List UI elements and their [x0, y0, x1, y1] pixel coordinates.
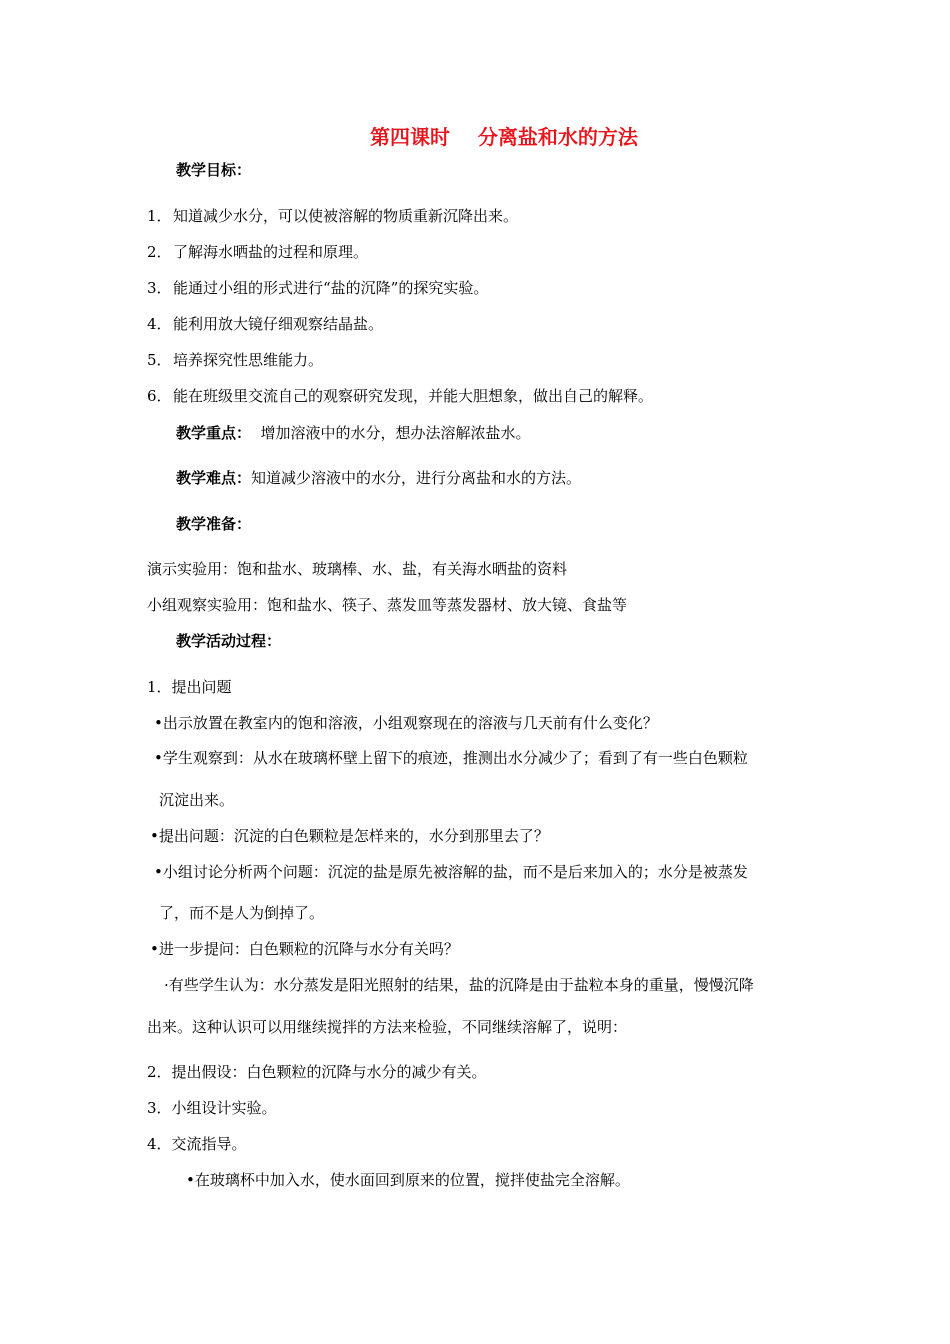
- process-step: 3．小组设计实验。: [147, 1099, 277, 1117]
- objective-text: 知道减少水分，可以使被溶解的物质重新沉降出来。: [173, 207, 519, 225]
- process-note-continuation: 出来。这种认识可以用继续搅拌的方法来检验，不同继续溶解了，说明：: [147, 1018, 628, 1036]
- difficulty-label: 教学难点：: [176, 469, 252, 487]
- objective-number: 1．: [147, 207, 172, 225]
- page-title: 第四课时 分离盐和水的方法: [370, 125, 638, 149]
- process-bullet: •在玻璃杯中加入水，使水面回到原来的位置，搅拌使盐完全溶解。: [186, 1171, 630, 1189]
- objective-text: 能利用放大镜仔细观察结晶盐。: [173, 315, 384, 333]
- process-bullet: •出示放置在教室内的饱和溶液，小组观察现在的溶液与几天前有什么变化？: [154, 714, 658, 732]
- preparation-demo: 演示实验用：饱和盐水、玻璃棒、水、盐，有关海水晒盐的资料: [147, 560, 568, 578]
- process-bullet: •学生观察到：从水在玻璃杯壁上留下的痕迹，推测出水分减少了；看到了有一些白色颗粒: [154, 749, 748, 767]
- key-point: [176, 423, 531, 443]
- objective-number: 6．: [147, 387, 172, 405]
- process-bullet: •提出问题：沉淀的白色颗粒是怎样来的，水分到那里去了？: [150, 827, 549, 845]
- objective-item: [147, 386, 653, 406]
- process-step: 4．交流指导。: [147, 1135, 247, 1153]
- objective-number: 5．: [147, 351, 172, 369]
- objective-number: 3．: [147, 279, 172, 297]
- objective-text: 能在班级里交流自己的观察研究发现，并能大胆想象，做出自己的解释。: [173, 387, 654, 405]
- objective-text: 了解海水晒盐的过程和原理。: [173, 243, 369, 261]
- objective-item: [147, 350, 323, 370]
- objectives-heading: 教学目标：: [176, 161, 252, 179]
- preparation-group: 小组观察实验用：饱和盐水、筷子、蒸发皿等蒸发器材、放大镜、食盐等: [147, 596, 628, 614]
- objective-text: 培养探究性思维能力。: [173, 351, 324, 369]
- objective-item: [147, 242, 368, 262]
- objective-item: [147, 314, 383, 334]
- process-bullet-continuation: 沉淀出来。: [159, 791, 235, 809]
- process-bullet: •小组讨论分析两个问题：沉淀的盐是原先被溶解的盐，而不是后来加入的；水分是被蒸发: [154, 863, 748, 881]
- process-bullet: •进一步提问：白色颗粒的沉降与水分有关吗？: [150, 940, 459, 958]
- objective-number: 2．: [147, 243, 172, 261]
- process-note: ·有些学生认为：水分蒸发是阳光照射的结果，盐的沉降是由于盐粒本身的重量，慢慢沉降: [164, 976, 754, 994]
- key-point-text: 增加溶液中的水分，想办法溶解浓盐水。: [251, 424, 531, 442]
- difficulty: [176, 468, 581, 488]
- process-step: 2．提出假设：白色颗粒的沉降与水分的减少有关。: [147, 1063, 487, 1081]
- preparation-heading: 教学准备：: [176, 515, 252, 533]
- process-step: 1．提出问题: [147, 678, 232, 696]
- objective-item: [147, 206, 518, 226]
- process-heading: 教学活动过程：: [176, 632, 282, 650]
- objective-text: 能通过小组的形式进行“盐的沉降”的探究实验。: [173, 279, 489, 297]
- process-bullet-continuation: 了，而不是人为倒掉了。: [159, 904, 325, 922]
- objective-item: [147, 278, 488, 298]
- objective-number: 4．: [147, 315, 172, 333]
- difficulty-text: 知道减少溶液中的水分，进行分离盐和水的方法。: [251, 469, 582, 487]
- key-point-label: 教学重点：: [176, 424, 252, 442]
